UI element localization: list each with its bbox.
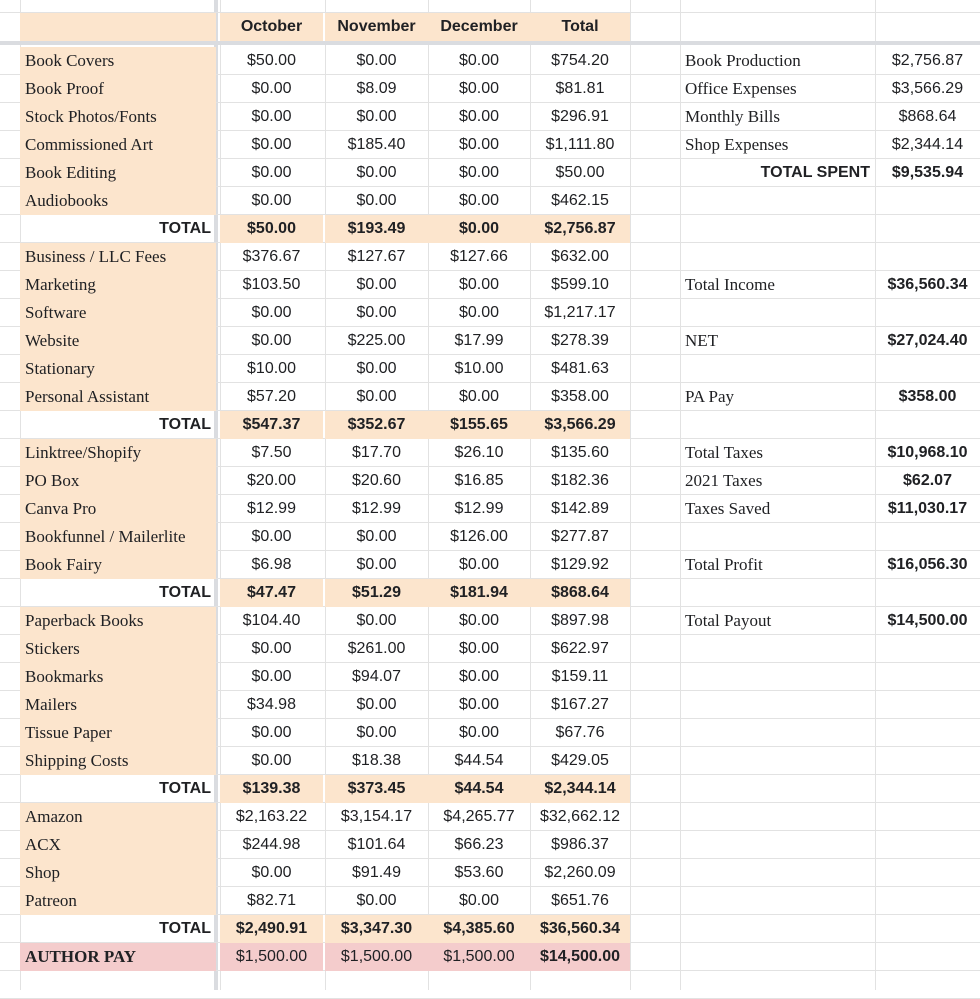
value-cell[interactable]: $0.00 [251,136,292,153]
value-cell[interactable]: $0.00 [458,724,500,741]
summary-empty-cell[interactable] [875,523,980,551]
summary-label[interactable]: Total Payout [685,611,772,630]
value-cell[interactable]: $651.76 [551,892,609,909]
value-cell[interactable]: $622.97 [551,640,609,657]
value-cell[interactable]: $0.00 [356,52,397,69]
summary-empty-cell[interactable] [680,243,875,271]
summary-label[interactable]: TOTAL SPENT [760,164,870,181]
value-cell[interactable]: $142.89 [551,500,609,517]
summary-value[interactable]: $868.64 [898,108,957,125]
summary-label[interactable]: PA Pay [685,387,734,406]
value-cell[interactable]: $17.99 [454,332,504,349]
row-label[interactable]: Linktree/Shopify [20,439,216,467]
header-december[interactable]: December [428,13,530,41]
author-pay-value[interactable]: $1,500.00 [428,943,530,971]
summary-empty-cell[interactable] [875,299,980,327]
value-cell[interactable]: $225.00 [347,332,406,349]
summary-empty-cell[interactable] [680,355,875,383]
section-total-value[interactable]: $373.45 [325,775,428,803]
section-total-value[interactable]: $155.65 [428,411,530,439]
row-label[interactable]: Audiobooks [20,187,216,215]
value-cell[interactable]: $20.60 [352,472,401,489]
value-cell[interactable]: $18.38 [352,752,401,769]
value-cell[interactable]: $244.98 [242,836,301,853]
row-label[interactable]: Amazon [20,803,216,831]
value-cell[interactable]: $296.91 [551,108,609,125]
value-cell[interactable]: $0.00 [458,164,500,181]
value-cell[interactable]: $0.00 [251,724,292,741]
value-cell[interactable]: $481.63 [551,360,609,377]
summary-value[interactable]: $2,344.14 [891,136,964,153]
summary-empty-cell[interactable] [680,187,875,215]
value-cell[interactable]: $277.87 [551,528,609,545]
summary-label[interactable]: Taxes Saved [685,499,771,518]
summary-value[interactable]: $10,968.10 [887,444,968,461]
summary-value[interactable]: $36,560.34 [887,276,968,293]
summary-empty-cell[interactable] [875,579,980,607]
value-cell[interactable]: $57.20 [247,388,296,405]
section-total-value[interactable]: $181.94 [428,579,530,607]
value-cell[interactable]: $0.00 [458,696,500,713]
value-cell[interactable]: $50.00 [555,164,605,181]
section-total-label[interactable]: TOTAL [159,220,211,237]
row-label[interactable]: Bookfunnel / Mailerlite [20,523,216,551]
row-label[interactable]: Shipping Costs [20,747,216,775]
row-label[interactable]: Paperback Books [20,607,216,635]
value-cell[interactable]: $34.98 [247,696,296,713]
value-cell[interactable]: $0.00 [251,864,292,881]
value-cell[interactable]: $67.76 [555,724,605,741]
value-cell[interactable]: $12.99 [454,500,504,517]
summary-empty-cell[interactable] [875,243,980,271]
section-total-value[interactable]: $2,344.14 [530,775,630,803]
value-cell[interactable]: $53.60 [454,864,504,881]
row-label[interactable]: Stickers [20,635,216,663]
row-label[interactable]: Book Proof [20,75,216,103]
value-cell[interactable]: $101.64 [347,836,406,853]
value-cell[interactable]: $182.36 [551,472,609,489]
header-november[interactable]: November [325,13,428,41]
section-total-label[interactable]: TOTAL [159,584,211,601]
row-label[interactable]: Mailers [20,691,216,719]
value-cell[interactable]: $16.85 [454,472,504,489]
section-total-value[interactable]: $547.37 [220,411,323,439]
row-label[interactable]: Canva Pro [20,495,216,523]
value-cell[interactable]: $2,163.22 [235,808,308,825]
value-cell[interactable]: $0.00 [356,360,397,377]
section-total-value[interactable]: $47.47 [220,579,323,607]
value-cell[interactable]: $104.40 [242,612,301,629]
row-label[interactable]: Patreon [20,887,216,915]
section-total-value[interactable]: $36,560.34 [530,915,630,943]
value-cell[interactable]: $0.00 [251,668,292,685]
value-cell[interactable]: $0.00 [356,164,397,181]
row-label[interactable]: Business / LLC Fees [20,243,216,271]
value-cell[interactable]: $0.00 [458,640,500,657]
summary-empty-cell[interactable] [875,215,980,243]
section-total-label[interactable]: TOTAL [159,780,211,797]
row-label[interactable]: Personal Assistant [20,383,216,411]
value-cell[interactable]: $12.99 [247,500,296,517]
value-cell[interactable]: $0.00 [356,528,397,545]
summary-value[interactable]: $62.07 [903,472,952,489]
value-cell[interactable]: $94.07 [352,668,401,685]
value-cell[interactable]: $167.27 [551,696,609,713]
summary-label[interactable]: Book Production [685,51,801,70]
section-total-value[interactable]: $139.38 [220,775,323,803]
summary-value[interactable]: $14,500.00 [887,612,968,629]
value-cell[interactable]: $20.00 [247,472,296,489]
value-cell[interactable]: $2,260.09 [544,864,616,881]
header-total[interactable]: Total [530,13,630,41]
summary-empty-cell[interactable] [680,523,875,551]
value-cell[interactable]: $0.00 [251,640,292,657]
value-cell[interactable]: $82.71 [247,892,296,909]
summary-label[interactable]: Total Profit [685,555,763,574]
summary-empty-cell[interactable] [680,215,875,243]
section-total-value[interactable]: $0.00 [428,215,530,243]
section-total-value[interactable]: $352.67 [325,411,428,439]
value-cell[interactable]: $8.09 [356,80,397,97]
section-total-value[interactable]: $2,490.91 [220,915,323,943]
summary-empty-cell[interactable] [680,579,875,607]
value-cell[interactable]: $185.40 [347,136,406,153]
value-cell[interactable]: $599.10 [551,276,609,293]
section-total-value[interactable]: $50.00 [220,215,323,243]
header-october[interactable]: October [220,13,323,41]
value-cell[interactable]: $0.00 [356,108,397,125]
value-cell[interactable]: $0.00 [458,52,500,69]
summary-empty-cell[interactable] [875,411,980,439]
value-cell[interactable]: $0.00 [251,528,292,545]
value-cell[interactable]: $66.23 [454,836,504,853]
row-label[interactable]: ACX [20,831,216,859]
value-cell[interactable]: $0.00 [356,696,397,713]
summary-empty-cell[interactable] [680,411,875,439]
value-cell[interactable]: $0.00 [251,80,292,97]
value-cell[interactable]: $376.67 [242,248,301,265]
frozen-row-divider[interactable] [0,41,980,45]
value-cell[interactable]: $81.81 [555,80,605,97]
section-total-value[interactable]: $44.54 [428,775,530,803]
value-cell[interactable]: $0.00 [356,388,397,405]
row-label[interactable]: Bookmarks [20,663,216,691]
row-label[interactable]: Website [20,327,216,355]
value-cell[interactable]: $0.00 [251,304,292,321]
author-pay-value[interactable]: $14,500.00 [530,943,630,971]
header-blank-cell[interactable] [20,13,216,41]
value-cell[interactable]: $632.00 [551,248,609,265]
value-cell[interactable]: $0.00 [356,192,397,209]
section-total-label[interactable]: TOTAL [159,920,211,937]
row-label[interactable]: Tissue Paper [20,719,216,747]
summary-value[interactable]: $11,030.17 [887,500,968,517]
value-cell[interactable]: $7.50 [251,444,292,461]
row-label[interactable]: Book Fairy [20,551,216,579]
value-cell[interactable]: $135.60 [551,444,609,461]
value-cell[interactable]: $3,154.17 [340,808,413,825]
value-cell[interactable]: $462.15 [551,192,609,209]
summary-value[interactable]: $2,756.87 [891,52,964,69]
summary-empty-cell[interactable] [875,187,980,215]
value-cell[interactable]: $0.00 [356,304,397,321]
row-label[interactable]: Stock Photos/Fonts [20,103,216,131]
row-label[interactable]: PO Box [20,467,216,495]
value-cell[interactable]: $986.37 [551,836,609,853]
summary-value[interactable]: $3,566.29 [891,80,964,97]
summary-value[interactable]: $16,056.30 [887,556,968,573]
value-cell[interactable]: $44.54 [454,752,504,769]
section-total-value[interactable]: $2,756.87 [530,215,630,243]
value-cell[interactable]: $0.00 [458,668,500,685]
section-total-value[interactable]: $4,385.60 [428,915,530,943]
value-cell[interactable]: $0.00 [251,192,292,209]
summary-label[interactable]: Shop Expenses [685,135,789,154]
summary-label[interactable]: Total Income [685,275,775,294]
value-cell[interactable]: $17.70 [352,444,401,461]
value-cell[interactable]: $0.00 [356,556,397,573]
section-total-value[interactable]: $3,347.30 [325,915,428,943]
value-cell[interactable]: $91.49 [352,864,401,881]
gridline-vertical [630,0,631,990]
value-cell[interactable]: $126.00 [450,528,508,545]
value-cell[interactable]: $0.00 [356,276,397,293]
summary-value[interactable]: $27,024.40 [887,332,968,349]
value-cell[interactable]: $103.50 [242,276,301,293]
value-cell[interactable]: $0.00 [458,80,500,97]
section-total-value[interactable]: $3,566.29 [530,411,630,439]
value-cell[interactable]: $278.39 [551,332,609,349]
value-cell[interactable]: $32,662.12 [539,808,621,825]
column-header-strip [0,0,980,13]
author-pay-label[interactable]: AUTHOR PAY [20,943,216,971]
row-label[interactable]: Commissioned Art [20,131,216,159]
value-cell[interactable]: $0.00 [458,276,500,293]
summary-empty-cell[interactable] [680,299,875,327]
value-cell[interactable]: $0.00 [458,108,500,125]
value-cell[interactable]: $6.98 [251,556,292,573]
summary-label[interactable]: NET [685,331,719,350]
section-total-label[interactable]: TOTAL [159,416,211,433]
value-cell[interactable]: $0.00 [251,164,292,181]
value-cell[interactable]: $0.00 [251,108,292,125]
summary-label[interactable]: Total Taxes [685,443,764,462]
row-label[interactable]: Book Covers [20,47,216,75]
value-cell[interactable]: $0.00 [356,612,397,629]
row-label[interactable]: Stationary [20,355,216,383]
value-cell[interactable]: $754.20 [551,52,609,69]
row-label[interactable]: Marketing [20,271,216,299]
value-cell[interactable]: $429.05 [551,752,609,769]
summary-empty-cell[interactable] [875,355,980,383]
value-cell[interactable]: $0.00 [458,192,500,209]
value-cell[interactable]: $1,111.80 [545,136,615,153]
value-cell[interactable]: $897.98 [551,612,609,629]
summary-label[interactable]: Monthly Bills [685,107,780,126]
value-cell[interactable]: $1,217.17 [544,304,616,321]
value-cell[interactable]: $0.00 [458,612,500,629]
value-cell[interactable]: $0.00 [458,136,500,153]
value-cell[interactable]: $0.00 [458,388,500,405]
section-total-value[interactable]: $868.64 [530,579,630,607]
value-cell[interactable]: $50.00 [247,52,296,69]
value-cell[interactable]: $159.11 [551,668,609,685]
row-label[interactable]: Software [20,299,216,327]
row-label[interactable]: Book Editing [20,159,216,187]
author-pay-value[interactable]: $1,500.00 [220,943,323,971]
summary-label[interactable]: Office Expenses [685,79,797,98]
value-cell[interactable]: $10.00 [247,360,296,377]
value-cell[interactable]: $10.00 [454,360,504,377]
value-cell[interactable]: $261.00 [347,640,406,657]
author-pay-value[interactable]: $1,500.00 [325,943,428,971]
value-cell[interactable]: $4,265.77 [443,808,515,825]
value-cell[interactable]: $358.00 [551,388,609,405]
value-cell[interactable]: $12.99 [352,500,401,517]
value-cell[interactable]: $129.92 [551,556,609,573]
summary-label[interactable]: 2021 Taxes [685,471,763,490]
value-cell[interactable]: $0.00 [356,892,397,909]
row-label[interactable]: Shop [20,859,216,887]
value-cell[interactable]: $0.00 [251,752,292,769]
value-cell[interactable]: $0.00 [356,724,397,741]
value-cell[interactable]: $0.00 [458,304,500,321]
summary-value[interactable]: $358.00 [898,388,957,405]
value-cell[interactable]: $0.00 [458,892,500,909]
section-total-value[interactable]: $193.49 [325,215,428,243]
summary-value[interactable]: $9,535.94 [891,164,964,181]
value-cell[interactable]: $127.67 [347,248,406,265]
value-cell[interactable]: $0.00 [251,332,292,349]
section-total-value[interactable]: $51.29 [325,579,428,607]
value-cell[interactable]: $0.00 [458,556,500,573]
value-cell[interactable]: $127.66 [450,248,508,265]
value-cell[interactable]: $26.10 [454,444,504,461]
